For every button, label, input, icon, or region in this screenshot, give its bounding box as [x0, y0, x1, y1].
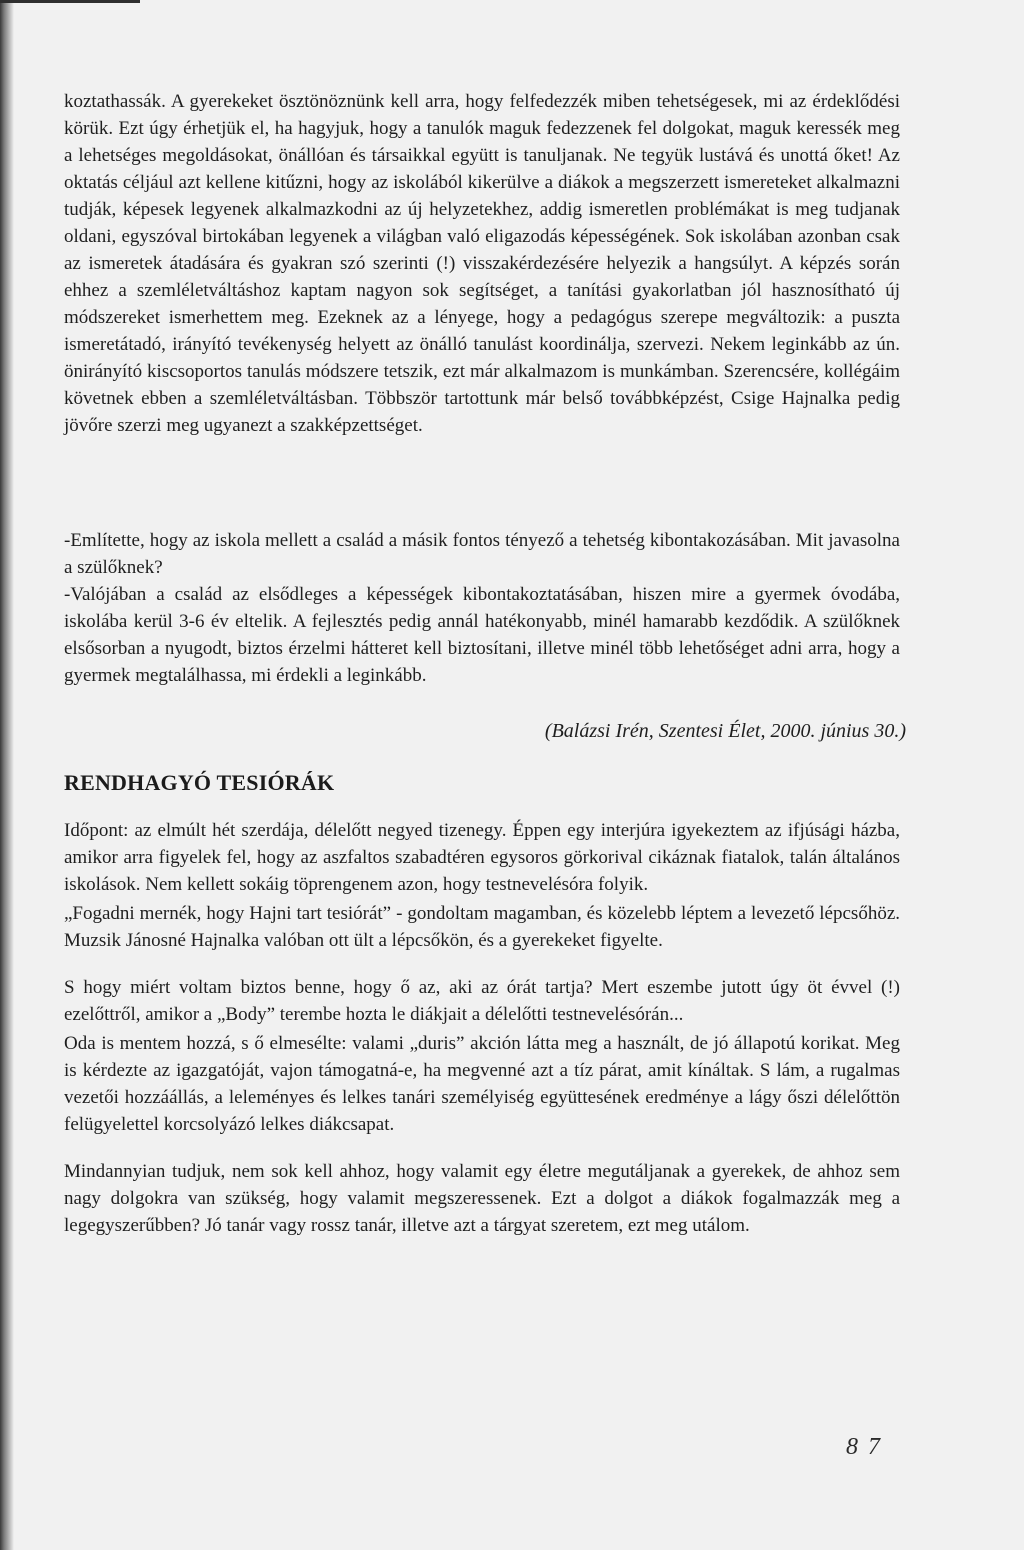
article-paragraph: Oda is mentem hozzá, s ő elmesélte: valami „duris” akción látta meg a használt, de jó állapotú korikat. Meg is kérdezte az igazgatóját, vajon támogatná-e, ha megvenné azt a tíz párat, amit kínáltak. S lám, a rugalmas vezetői hozzáállás, a leleményes és lelkes tanári személyiség együttesének eredménye a lágy őszi délelőttön felügyelettel korcsolyázó lelkes diákcsapat. — [64, 1033, 900, 1135]
article-paragraph: Időpont: az elmúlt hét szerdája, délelőtt negyed tizenegy. Éppen egy interjúra igyekeztem az ifjúsági házba, amikor arra figyelek fel, hogy az aszfaltos szabadtéren egysoros görkorival cikáznak fiatalok, talán általános iskolások. Nem kellett sokáig töprengenem azon, hogy testnevelésóra folyik. — [64, 820, 900, 895]
section-title: RENDHAGYÓ TESIÓRÁK — [64, 770, 335, 795]
interview-question: -Említette, hogy az iskola mellett a család a másik fontos tényező a tehetség kibontakozásában. Mit javasolna a szülőknek? — [64, 530, 900, 578]
source-citation: (Balázsi Irén, Szentesi Élet, 2000. június 30.) — [544, 720, 906, 742]
article-paragraph: „Fogadni mernék, hogy Hajni tart tesiórát” - gondoltam magamban, és közelebb léptem a levezető lépcsőhöz. Muzsik Jánosné Hajnalka valóban ott ült a lépcsőkön, és a gyerekeket figyelte. — [64, 903, 900, 951]
article-body — [64, 817, 900, 1239]
intro-paragraph-block — [64, 88, 900, 439]
page-binding-shadow — [0, 0, 14, 1550]
interview-block — [64, 527, 900, 689]
article-paragraph: Mindannyian tudjuk, nem sok kell ahhoz, hogy valamit egy életre megutáljanak a gyerekek, de ahhoz sem nagy dolgokra van szükség, hogy valamit megszeressenek. Ezt a dolgot a diákok fogalmazzák meg a legegyszerűbben? Jó tanár vagy rossz tanár, illetve azt a tárgyat szeretem, ezt meg utálom. — [64, 1161, 900, 1236]
intro-paragraph: koztathassák. A gyerekeket ösztönöznünk kell arra, hogy felfedezzék miben tehetségesek, mi az érdeklődési körük. Ezt úgy érhetjük el, ha hagyjuk, hogy a tanulók maguk fedezzenek fel dolgokat, maguk keressék meg a lehetséges megoldásokat, önállóan és társaikkal együtt is tanuljanak. Ne tegyük lustává és unottá őket! Az oktatás céljául azt kellene kitűzni, hogy az iskolából kikerülve a diákok a megszerzett ismereteket alkalmazni tudják, képesek legyenek alkalmazkodni az új helyzetekhez, addig ismeretlen problémákat is meg tudjanak oldani, egyszóval birtokában legyenek a világban való eligazodás képességének. Sok iskolában azonban csak az ismeretek átadására és gyakran szó szerinti (!) visszakérdezésére helyezik a hangsúlyt. A képzés során ehhez a szemléletváltáshoz kaptam nagyon sok segítséget, a tanítási gyakorlatban jól hasznosítható új módszereket ismerhettem meg. Ezeknek az a lényege, hogy a pedagógus szerepe megváltozik: a puszta ismeretátadó, irányító tevékenység helyett az önálló tanulást koordinálja, szervezi. Nekem leginkább az ún. önirányító kiscsoportos tanulás módszere tetszik, ezt már alkalmazom is munkámban. Szerencsére, kollégáim követnek ebben a szemléletváltásban. Többször tartottunk már belső továbbképzést, Csige Hajnalka pedig jövőre szerzi meg ugyanezt a szakképzettséget. — [64, 91, 900, 436]
article-paragraph: S hogy miért voltam biztos benne, hogy ő az, aki az órát tartja? Mert eszembe jutott úgy öt évvel (!) ezelőttről, amikor a „Body” terembe hozta le diákjait a délelőtti testnevelésórán... — [64, 977, 900, 1025]
page-number: 8 7 — [846, 1434, 882, 1460]
interview-answer: -Valójában a család az elsődleges a képességek kibontakoztatásában, hiszen mire a gyermek óvodába, iskolába kerül 3-6 év eltelik. A fejlesztés pedig annál hatékonyabb, minél hamarabb kezdődik. A szülőknek elsősorban a nyugodt, biztos érzelmi hátteret kell biztosítani, illetve minél több lehetőséget adni arra, hogy a gyermek megtalálhassa, mi érdekli a leginkább. — [64, 584, 900, 686]
page-top-edge — [0, 0, 140, 3]
